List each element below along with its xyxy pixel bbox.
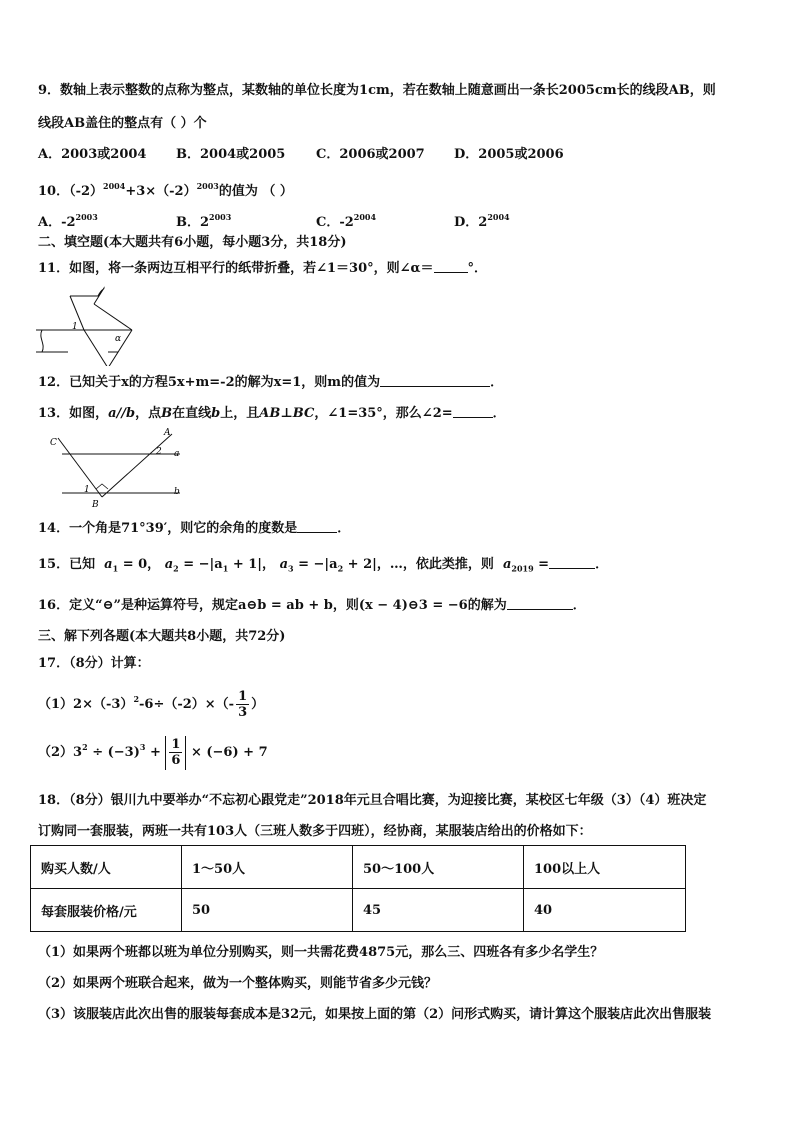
q9-option-b: B．2004或2005 (176, 147, 286, 162)
q18-stem-line1: 18．（8分）银川九中要举办“不忘初心跟党走”2018年元旦合唱比赛，为迎接比赛，某校区七年级（3）（4）班决定 (38, 793, 707, 808)
table-cell: 45 (353, 889, 524, 932)
q13-figure-label-b: b (174, 487, 180, 497)
table-cell: 50～100人 (353, 846, 524, 889)
q18-sub3: （3）该服装店此次出售的服装每套成本是32元，如果按上面的第（2）问形式购买，请计算这个服装店此次出售服装 (38, 1007, 712, 1022)
q9-option-d: D．2005或2006 (454, 147, 564, 162)
q14-stem: 14．一个角是71°39′，则它的余角的度数是 ． (38, 521, 351, 536)
q17-part2: $(2)3^2 \div (-3)^3$ + $\frac{1}{6}$ × (−6) + 7 (38, 736, 268, 768)
q11-folded-strip-figure (36, 286, 136, 366)
q10-option-c: C．$-2^{2004}$ (316, 212, 377, 230)
q16-answer-blank (507, 597, 573, 610)
q17-title: 17．（8分）计算： (38, 656, 150, 671)
q13-figure-label-A: A (164, 428, 171, 438)
q18-sub1: （1）如果两个班都以班为单位分别购买，则一共需花费4875元，那么三、四班各有多少名学生？ (38, 945, 604, 960)
q15-stem: 15．已知 $a_1 = 0$， $a_2 = -|a_1 + 1|$， $a_3 = -|a_2 + 2|$，…，依此类推，则 $a_{2019}$ = ． (38, 557, 609, 574)
table-cell: 1～50人 (182, 846, 353, 889)
q13-figure-label-B: B (92, 500, 99, 510)
q10-option-a: A．$-2^{2003}$ (38, 212, 98, 230)
table-cell: 每套服装价格/元 (31, 889, 182, 932)
table-row (31, 889, 686, 932)
q18-sub2: （2）如果两个班联合起来，做为一个整体购买，则能节省多少元钱？ (38, 976, 438, 991)
table-cell: 40 (524, 889, 686, 932)
section-3-heading: 三、解下列各题(本大题共8小题，共72分) (38, 629, 286, 644)
q12-answer-blank (380, 374, 490, 387)
q13-stem: 13．如图，a//b，点B在直线b上，且AB⊥BC，∠1=35°，那么∠2= ． (38, 406, 506, 421)
q10-stem: 10．$(-2)^{2004}+3\times(-2)^{2003}$的值为 （ ） (38, 181, 293, 199)
q9-stem-line2: 线段AB盖住的整点有（ ）个 (38, 116, 207, 131)
q11-stem: 11．如图，将一条两边互相平行的纸带折叠，若∠1＝30°，则∠α＝ °． (38, 261, 488, 276)
q10-option-d: D．$2^{2004}$ (454, 212, 510, 230)
q11-answer-blank (434, 260, 468, 273)
q9-stem-line1: 9．数轴上表示整数的点称为整点，某数轴的单位长度为1cm，若在数轴上随意画出一条长2005cm长的线段AB，则 (38, 83, 716, 98)
q13-answer-blank (453, 405, 493, 418)
q9-option-a: A．2003或2004 (38, 147, 147, 162)
table-row (31, 846, 686, 889)
q18-price-table (30, 845, 686, 932)
q16-stem: 16．定义“⊖”是种运算符号，规定a⊖b = ab + b，则(x − 4)⊖3 = −6的解为 ． (38, 598, 586, 613)
table-cell: 100以上人 (524, 846, 686, 889)
q12-stem: 12．已知关于x的方程5x+m=-2的解为x=1，则m的值为 ． (38, 375, 504, 390)
q11-figure-label-alpha: α (115, 334, 122, 344)
q13-figure-label-angle1: 1 (84, 485, 90, 495)
table-cell: 购买人数/人 (31, 846, 182, 889)
q14-answer-blank (297, 520, 337, 533)
q13-parallel-lines-figure (44, 426, 194, 510)
q10-option-b: B．$2^{2003}$ (176, 212, 232, 230)
q9-option-c: C．2006或2007 (316, 147, 425, 162)
q15-answer-blank (549, 556, 595, 569)
q17-part1: $(1)2\times(-3)^2-6\div(-2)\times(-$ $\frac{1}{3}$ ） (38, 689, 265, 720)
q11-figure-label-1: 1 (72, 322, 78, 332)
table-cell: 50 (182, 889, 353, 932)
q18-stem-line2: 订购同一套服装，两班一共有103人（三班人数多于四班），经协商，某服装店给出的价格如下： (38, 824, 592, 839)
q13-figure-label-a: a (174, 449, 180, 459)
q13-figure-label-angle2: 2 (156, 447, 162, 457)
q13-figure-label-C: C (50, 438, 57, 448)
section-2-heading: 二、填空题(本大题共有6小题，每小题3分，共18分) (38, 235, 347, 250)
